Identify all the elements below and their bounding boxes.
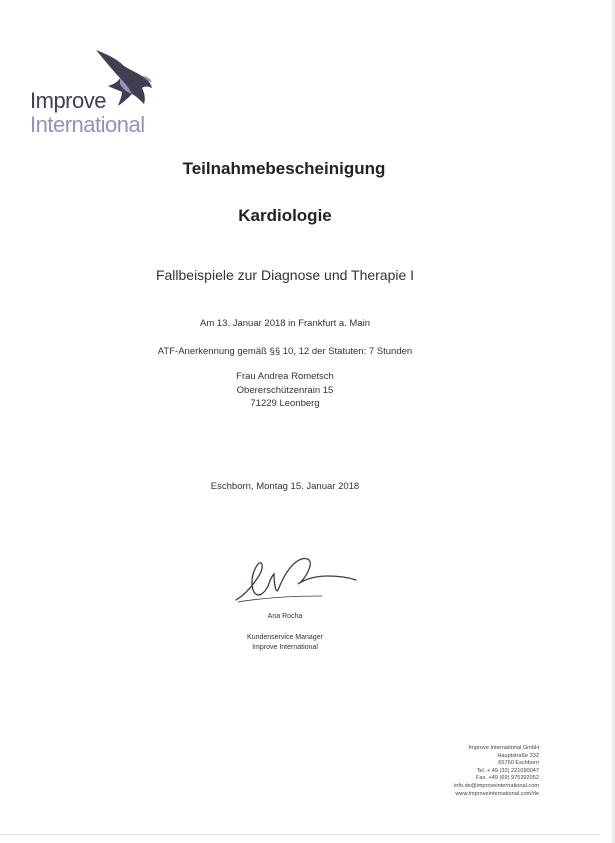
company-logo bbox=[30, 48, 160, 138]
footer-email: info.de@improveinternational.com bbox=[454, 782, 539, 789]
recipient-address bbox=[0, 370, 570, 411]
signatory-role: Kundenservice Manager bbox=[247, 634, 323, 641]
footer-city: 65760 Eschborn bbox=[498, 760, 539, 767]
course-name: Fallbeispiele zur Diagnose und Therapie I bbox=[155, 267, 415, 283]
recipient-name: Frau Andrea Rometsch bbox=[236, 371, 334, 382]
recipient-city: 71229 Leonberg bbox=[250, 398, 320, 409]
certificate-subject: Kardiologie bbox=[238, 206, 332, 225]
footer-phone: Tel. + 49 (32) 221090047 bbox=[476, 767, 539, 774]
company-footer bbox=[339, 745, 539, 798]
accreditation-note: ATF-Anerkennung gemäß §§ 10, 12 der Statuten: 7 Stunden bbox=[157, 346, 413, 357]
signatory-company: Improve International bbox=[252, 644, 318, 651]
signatory-details bbox=[0, 633, 570, 653]
footer-street: Hauptstraße 332 bbox=[497, 752, 539, 759]
page-edge-bottom bbox=[0, 834, 600, 835]
recipient-street: Obererschützenrain 15 bbox=[236, 384, 334, 396]
footer-website: www.improveinternational.com/de bbox=[455, 790, 539, 797]
place-and-date: Eschborn, Montag 15. Januar 2018 bbox=[210, 481, 360, 492]
course-date-location: Am 13. Januar 2018 in Frankfurt a. Main bbox=[199, 318, 371, 329]
signatory-name: Ana Rocha bbox=[267, 613, 303, 620]
logo-text-international: International bbox=[30, 112, 145, 137]
signature-image bbox=[232, 550, 362, 606]
footer-fax: Fax. +49 (69) 975392052 bbox=[476, 775, 539, 782]
footer-company: Improve International GmbH bbox=[468, 745, 539, 751]
certificate-title: Teilnahmebescheinigung bbox=[182, 159, 386, 178]
logo-text-improve: Improve bbox=[30, 88, 106, 113]
